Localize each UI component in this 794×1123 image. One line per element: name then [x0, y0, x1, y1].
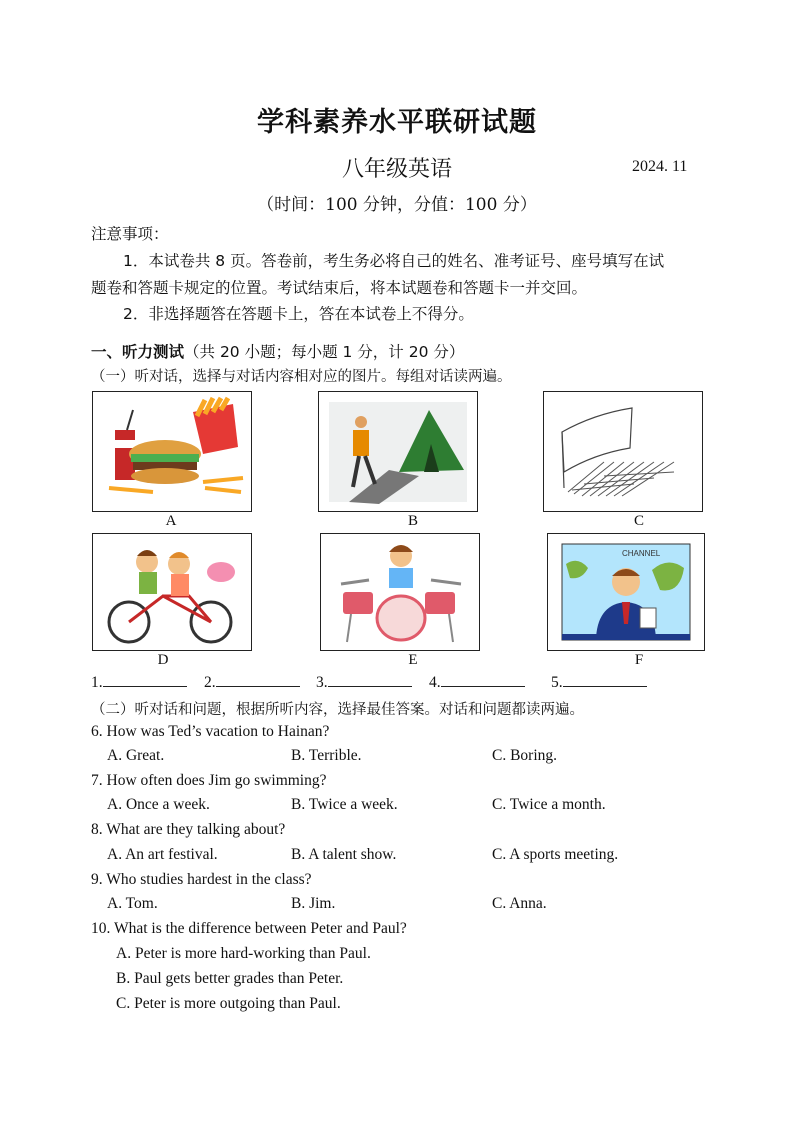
- flag-crowd-icon: [544, 392, 702, 511]
- note-item-1-line-1: 1．本试卷共 8 页。答卷前，考生务必将自己的姓名、准考证号、座号填写在试: [123, 252, 665, 270]
- news-reporter-icon: [548, 534, 704, 650]
- part-2-instruction: （二）听对话和问题，根据所听内容，选择最佳答案。对话和问题都读两遍。: [91, 702, 584, 718]
- bicycle-riding-icon: [93, 534, 251, 650]
- picture-label-b: B: [407, 513, 418, 529]
- section-1-heading: [91, 340, 464, 362]
- question-6: 6. How was Ted’s vacation to Hainan?: [91, 723, 330, 740]
- answer-blank-5[interactable]: [551, 674, 647, 692]
- question-7-option-b[interactable]: B. Twice a week.: [291, 796, 398, 813]
- picture-f: [547, 533, 705, 651]
- question-10-option-b[interactable]: B. Paul gets better grades than Peter.: [116, 970, 344, 987]
- picture-label-e: E: [408, 652, 418, 668]
- picture-e: [320, 533, 480, 651]
- blank-number-4: 4.: [429, 674, 441, 691]
- question-9-option-c[interactable]: C. Anna.: [492, 895, 547, 912]
- channel-text: CHANNEL: [622, 549, 661, 558]
- question-9-option-a[interactable]: A. Tom.: [107, 895, 158, 912]
- note-item-2: 2．非选择题答在答题卡上，答在本试卷上不得分。: [123, 305, 474, 323]
- question-8-option-c[interactable]: C. A sports meeting.: [492, 846, 619, 863]
- question-10: 10. What is the difference between Peter and Paul?: [91, 920, 407, 937]
- fast-food-icon: [93, 392, 251, 511]
- picture-a: [92, 391, 252, 512]
- question-8: 8. What are they talking about?: [91, 821, 286, 838]
- question-8-option-b[interactable]: B. A talent show.: [291, 846, 397, 863]
- blank-number-1: 1.: [91, 674, 103, 691]
- answer-blank-1[interactable]: [91, 674, 187, 692]
- blank-number-5: 5.: [551, 674, 563, 691]
- picture-label-d: D: [157, 652, 169, 668]
- question-7-option-c[interactable]: C. Twice a month.: [492, 796, 606, 813]
- exam-date: 2024. 11: [632, 158, 688, 175]
- question-6-option-a[interactable]: A. Great.: [107, 747, 165, 764]
- exam-subtitle: 八年级英语: [341, 157, 452, 182]
- picture-label-a: A: [165, 513, 177, 529]
- picture-b: [318, 391, 478, 512]
- notes-heading: 注意事项：: [91, 225, 169, 243]
- drummer-icon: [321, 534, 479, 650]
- question-8-option-a[interactable]: A. An art festival.: [107, 846, 218, 863]
- question-6-option-b[interactable]: B. Terrible.: [291, 747, 362, 764]
- question-10-option-c[interactable]: C. Peter is more outgoing than Paul.: [116, 995, 341, 1012]
- section-1-heading-bold: 一、听力测试: [91, 343, 185, 361]
- section-1-heading-rest: （共 20 小题；每小题 1 分，计 20 分）: [184, 343, 465, 361]
- note-item-1-line-2: 题卷和答题卡规定的位置。考试结束后，将本试题卷和答题卡一并交回。: [91, 279, 588, 297]
- question-9: 9. Who studies hardest in the class?: [91, 871, 312, 888]
- answer-blank-2[interactable]: [204, 674, 300, 692]
- camping-icon: [319, 392, 477, 511]
- blank-number-3: 3.: [316, 674, 328, 691]
- picture-c: [543, 391, 703, 512]
- question-7: 7. How often does Jim go swimming?: [91, 772, 327, 789]
- question-9-option-b[interactable]: B. Jim.: [291, 895, 336, 912]
- answer-blank-4[interactable]: [429, 674, 525, 692]
- picture-label-f: F: [634, 652, 644, 668]
- answer-blank-3[interactable]: [316, 674, 412, 692]
- question-10-option-a[interactable]: A. Peter is more hard-working than Paul.: [116, 945, 371, 962]
- question-6-option-c[interactable]: C. Boring.: [492, 747, 558, 764]
- exam-title: 学科素养水平联研试题: [257, 107, 537, 138]
- part-1-instruction: （一）听对话，选择与对话内容相对应的图片。每组对话读两遍。: [91, 369, 512, 385]
- picture-label-c: C: [633, 513, 644, 529]
- question-7-option-a[interactable]: A. Once a week.: [107, 796, 210, 813]
- picture-d: [92, 533, 252, 651]
- blank-number-2: 2.: [204, 674, 216, 691]
- time-info: （时间：100 分钟，分值：100 分）: [257, 195, 537, 215]
